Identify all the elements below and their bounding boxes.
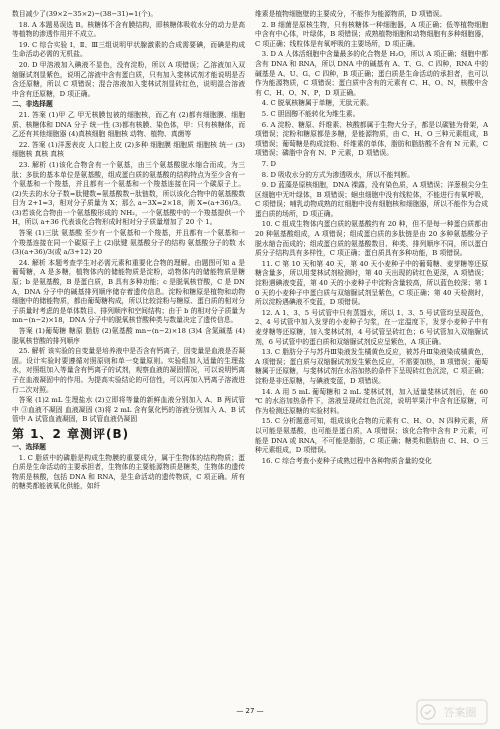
answer-paragraph: 答案 (1)2 mL 生理盐水 (2)立即将等量的新鲜血液分别加入 A、B 两试管中 ③血液不凝固 血液凝固 (3)将 2 mL 含有氯化钙的溶液分别加入 A、B 试管中 A 试管血液凝固，B 试管血液仍凝固 [12,396,245,424]
page-number: — 27 — [236,707,264,715]
answer-paragraph: 19. C 综合实验 Ⅰ、Ⅱ、Ⅲ三组说明甲状腺激素的合成需要碘，而碘是构成生命活动必需的无机盐。 [12,40,245,59]
answer-paragraph: 14. A 用 5 mL 葡萄糖和 2 mL 斐林试剂，加入适量斐林试剂后，在 60 ℃ 的水浴加热条件下，溶液呈现砖红色沉淀，说明苹果汁中含有还原糖，可作为检测还原糖的实验材料。 [255,387,488,415]
answer-paragraph: 数目减少了(39×2−35×2)−(38−31)=1(个)。 [12,10,158,18]
answer-paragraph: 5. C 胆固醇不能转化为维生素。 [261,109,360,118]
watermark-logo [416,699,488,725]
answer-paragraph: 6. A 淀粉、糖原、纤维素、核酸都属于生物大分子，都是以碳链为骨架，A 项错误；淀粉和糖原都是多糖，是能源物质，由 C、H、O 三种元素组成，B 项错误；葡萄糖是构成淀粉、纤维素的单体，脂肪和脂肪酸不含有 N 元素，C 项错误；磷脂中含有 N、P 元素，D 项错误。 [255,120,488,158]
answer-paragraph: 2. B 细菌是原核生物，只有核糖体一种细胞器，A 项正确；低等植物细胞中含有中心体，叶绿体，B 项错误；成熟植物细胞和动物细胞有多种细胞器，C 项正确；线粒体是有氧呼吸的主要场所，D 项正确。 [255,20,488,48]
watermark-text: 答案圈 [443,706,477,719]
answer-paragraph: 3. D A 人体活细胞中含量最多的化合物是 H₂O，所以 A 项正确；细胞中都含有 DNA 和 RNA，所以 DNA 中的碱基有 A、T、G、C 四种，RNA 中的碱基是 A、U、G、C 四种，B 项正确；蛋白质是生命活动的承担者，也可以作为能源物质，C 项错误；蛋白质中含有的元素有 C、H、O、N，核酸中含有 C、H、O、N、P，D 项正确。 [255,50,488,97]
section-heading: 一、选择题 [12,442,46,451]
answer-paragraph: 4. C 脱氧核糖属于单糖，无肽元素。 [261,99,373,108]
chapter-title: 第 1、2 章测评(B) [12,426,130,441]
answer-paragraph: 15. C 分析题意可知，组成该化合物的元素有 C、H、O、N 四种元素，所以可能是氨基酸，也可能是蛋白质，A 项错误；该化合物中含有 P 元素，可能是 DNA 或 RNA，不可能是脂肪，C 项正确；糖类和脂肪由 C、H、O 三种元素组成，D 项错误。 [255,417,488,455]
answer-paragraph: 答案 (1)三肽 氨基酸 至少有一个氨基和一个羧基，并且都有一个氨基和一个羧基连接在同一个碳原子上 (2)肽键 氨基酸分子的结构 氨基酸分子的数 水 (3)(a+36)/3(或 a/3+12) 20 [12,229,245,257]
answer-paragraph: 23. 解析 (1)该化合物含有一个氨基，由三个氨基酸脱水缩合而成，为三肽；多肽的基本单位是氨基酸，组成蛋白质的氨基酸的结构特点为至少含有一个氨基和一个羧基，并且都有一个氨基和一个羧基连接在同一个碳原子上。(2)失去的水分子数=肽键数=氨基酸数−肽链数，所以该化合物中的氨基酸数目为 2+1=3，相对分子质量为 X；那么 a−3X=2×18，则 X=(a+36)/3。(3)若该化合物由一个氨基酸形成的 NH₂，一个氨基酸中的一个羧基提供一个 H，所以 a+36 代表该化合物形成时相对分子质量增加了 20 个 1。 [12,160,245,227]
answer-paragraph: 11. C 第 10 天和第 40 天，第 40 天小麦种子中的葡萄糖、麦芽糖等还原糖含量多，所以用斐林试剂检测时，第 40 天出现的砖红色更深，A 项错误；淀粉遇碘液变蓝，第 40 天的小麦种子中淀粉含量较高，所以蓝色较深；第 10 天的小麦种子中蛋白质与双缩脲试剂呈紫色，C 项正确；第 40 天检测时，所以淀粉遇碘液不变蓝，D 项错误。 [255,259,488,307]
answer-paragraph: 8. D 吸收水分的方式为渗透吸水，所以不能判断。 [261,170,414,179]
answer-paragraph: 24. 解析 本题考查学生对必需元素和重要化合物的理解。由题图可知 a 是葡萄糖，A 是多糖，植物体内的储能物质是淀粉，动物体内的储能物质是糖原；b 是氨基酸，B 是蛋白质，B 具有多种功能；c 是脱氧核苷酸，C 是 DNA，DNA 分子中的碱基排列顺序储存着遗传信息。淀粉和糖原是植物和动物细胞中的储能物质，都由葡萄糖构成，所以比较淀粉与糖原、蛋白质的相对分子质量时考虑的是单体数目、排列顺序和空间结构；由于 b 的相对分子质量为 mn−(n−2)×18，DNA 分子中的脱氧核苷酸种类与数量决定了遗传信息。 [12,258,245,325]
answer-paragraph: 16. C 综合考查小麦种子成熟过程中各种物质含量的变化 [261,456,432,465]
answer-paragraph: 20. D 甲溶液加入碘液不显色，没有淀粉，所以 A 项错误；乙溶液加入双缩脲试剂显紫色，说明乙溶液中含有蛋白质，只有加入斐林试剂才能说明是否含还原糖，所以 C 项错误；混合溶液加入斐林试剂显砖红色，说明混合溶液中含有还原糖，D 项正确。 [12,60,245,98]
answer-paragraph: 维素是植物细胞壁的主要成分，不能作为能源物质，D 项错误。 [255,10,447,18]
answer-paragraph: 9. D 蓝藻是原核细胞，DNA 裸露，没有染色质，A 项错误；洋葱根尖分生区细胞中无叶绿体，B 项错误；蛔虫细胞中没有线粒体，不能进行有氧呼吸，C 项错误；哺乳动物成熟的红细胞中没有细胞核和细胞器，所以不能作为合成蛋白质的场所，D 项正确。 [255,181,488,218]
answer-paragraph: 21. 答案 (1)甲 乙 甲无核膜包被的细胞核，而乙有 (2)都有细胞膜、细胞质、核糖体和 DNA 分子 统一性 (3)都有核膜、染色体，甲：只有核糖体，而乙还有其他细胞器 (4)真核细胞 细胞核 动物、植物、真菌等 [12,110,245,139]
answer-paragraph: 10. C 组成生物体内蛋白质的氨基酸约有 20 种，但不是每一种蛋白质都由 20 种氨基酸组成，A 项错误；组成蛋白质的多肽链是由 20 多种氨基酸分子脱水缩合而成的；组成蛋白质的氨基酸数目、种类、排列顺序不同，所以蛋白质分子结构具有多样性，C 项正确；蛋白质具有多种功能，B 项错误。 [255,220,488,258]
answer-paragraph: 12. A 1、3、5 号试管中只有蒸馏水，所以 1、3、5 号试管均呈现蓝色，2、4 号试管中加入发芽的小麦种子匀浆，在一定温度下，发芽小麦种子中有麦芽糖等还原糖，加入斐林试剂，4 号试管呈砖红色；6 号试管加入双缩脲试剂，6 号试管中的蛋白质和双缩脲试剂反应呈紫色，A 项正确。 [255,308,488,346]
answer-paragraph: 13. C 脂肪分子与苏丹Ⅲ染液发生橘黄色反应，被苏丹Ⅲ染液染成橘黄色，A 项错误；蛋白质与双缩脲试剂发生紫色反应，不需要加热，B 项错误；葡萄糖属于还原糖，与斐林试剂在水浴加热的条件下呈现砖红色沉淀，C 项正确；淀粉是非还原糖，与碘液变蓝，D 项错误。 [255,348,488,385]
answer-paragraph: 答案 (1)葡萄糖 糖原 脂肪 (2)氨基酸 mn−(n−2)×18 (3)4 含氮碱基 (4)脱氧核苷酸的排列顺序 [12,327,245,345]
answer-paragraph: 25. 解析 该实验的自变量是培养液中是否含有钙离子，因变量是血液是否凝固。设计实验时要遵循对照原则和单一变量原则。实验组加入适量的生理盐水，对照组加入等量含有钙离子的试剂，观察血液的凝固情况，可以说明钙离子在血液凝固中的作用。为提高实验结论的可信性，可以再加入钙离子溶液进行二次对照。 [12,347,245,394]
answer-paragraph: 7. D [261,159,276,168]
left-column [12,10,245,493]
answer-paragraph: 18. A 本题易误选 B。核糖体不含有膜结构，即核糖体吸收水分的动力是高等植物的渗透作用并不成立。 [12,20,245,39]
answer-paragraph: 1. C 脂质中的磷脂是构成生物膜的重要成分，属于生物体的结构物质；蛋白质是生命活动的主要承担者，生物体的主要能源物质是糖类，生物体的遗传物质是核酸，包括 DNA 和 RNA，是生命活动的遗传物质，C 项正确。所有的糖类都能被氧化供能，如纤 [12,453,245,491]
right-column [255,10,488,467]
answer-paragraph: 22. 答案 (1)洋葱表皮 人口腔上皮 (2)多种 细胞膜 细胞质 细胞核 统一 (3)细胞核 真核 真核 [12,140,245,159]
section-heading: 二、非选择题 [12,100,53,109]
